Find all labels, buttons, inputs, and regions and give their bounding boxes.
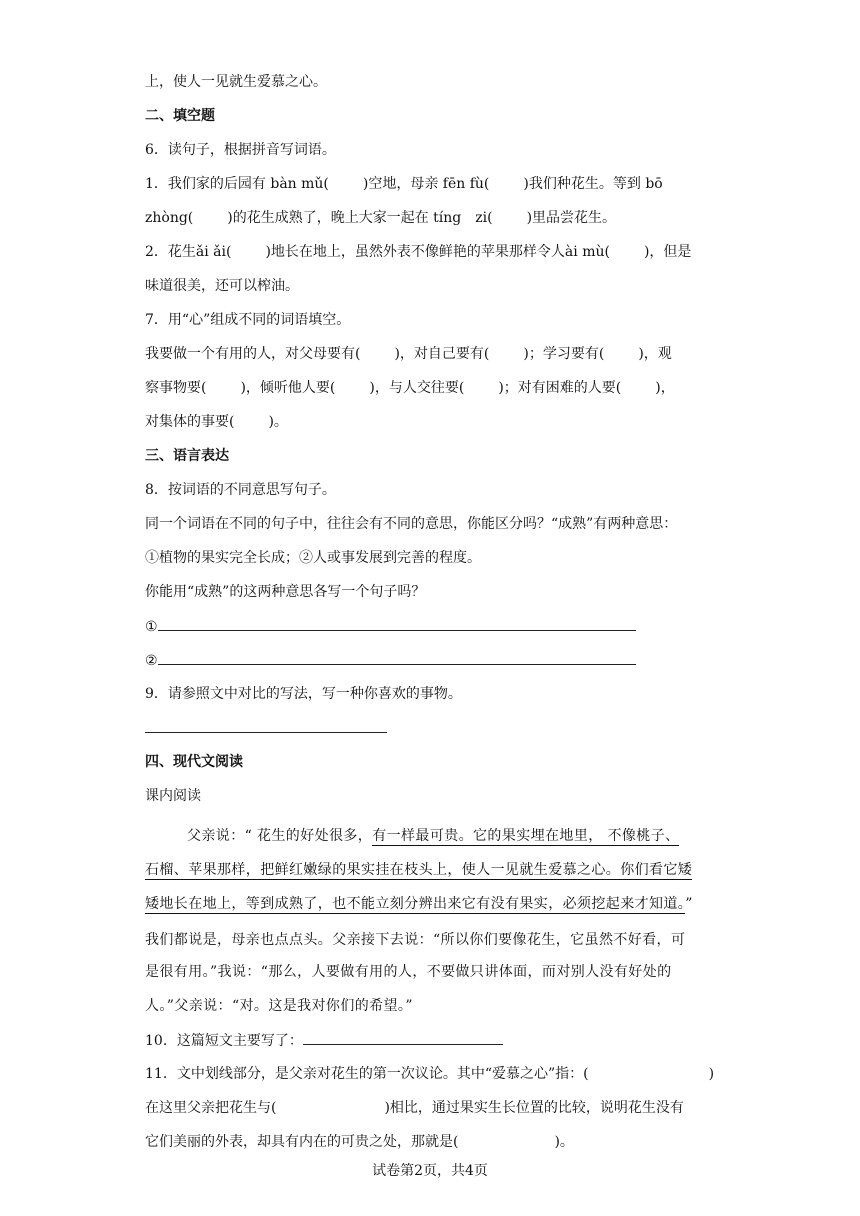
- question-11-line-2: [145, 1098, 720, 1118]
- text: )我们种花生。等到 bō: [523, 176, 663, 192]
- text: 是很有用。”我说：“那么，人要做有用的人，不要做只讲体面，而对别人没有好处的: [145, 964, 672, 980]
- underlined-text: 石榴、苹果那样，把鲜红嫩绿的果实挂在枝头上，使人一见就生爱慕之心。你们看它矮: [145, 862, 693, 878]
- heading-text: 四、现代文阅读: [145, 754, 243, 770]
- question-9-answer: [145, 718, 720, 739]
- question-7: [145, 310, 720, 330]
- text: 11．文中划线部分，是父亲对花生的第一次议论。其中“爱慕之心”指：(: [145, 1066, 589, 1082]
- text: )，但是: [643, 244, 692, 260]
- text: zhòng(: [145, 210, 194, 226]
- answer-line[interactable]: [303, 1030, 503, 1045]
- question-8-desc-3: [145, 582, 720, 602]
- text: )。: [268, 414, 288, 430]
- passage-line-1: [145, 826, 759, 846]
- text: )，对自己要有(: [394, 346, 490, 362]
- question-6-item-2-cont: [145, 276, 720, 296]
- subheading: [145, 786, 720, 806]
- text: 课内阅读: [145, 788, 201, 804]
- text: 上，使人一见就生爱慕之心。: [145, 74, 327, 90]
- answer-line[interactable]: [145, 718, 387, 733]
- underlined-text: 矮地长在地上，等到成熟了，也不能立刻分辨出来它有没有果实，必须挖起来才知道。: [145, 896, 686, 912]
- question-text: 10．这篇短文主要写了：: [145, 1033, 303, 1049]
- text: 父亲说：“ 花生的好处很多，: [187, 828, 373, 844]
- question-6-item-1-cont: [145, 208, 720, 228]
- question-6-item-1: [145, 174, 720, 194]
- text: ”: [685, 896, 693, 912]
- passage-line-4: [145, 930, 717, 950]
- text: )里品尝花生。: [526, 210, 617, 226]
- text: 你能用“成熟”的这两种意思各写一个句子吗？: [145, 584, 426, 600]
- question-8-desc-1: [145, 514, 720, 534]
- text: 察事物要(: [145, 380, 207, 396]
- heading-text: 三、语言表达: [145, 448, 229, 464]
- text-line: [145, 72, 720, 92]
- answer-line[interactable]: [158, 650, 636, 665]
- text: ①植物的果实完全长成；②人或事发展到完善的程度。: [145, 550, 481, 566]
- question-text: 8．按词语的不同意思写句子。: [145, 482, 336, 498]
- text: )地长在地上，虽然外表不像鲜艳的苹果那样令人ài mù(: [265, 244, 610, 260]
- text: ②: [145, 653, 158, 669]
- text: )，观: [638, 346, 672, 362]
- text: )相比，通过果实生长位置的比较，说明花生没有: [384, 1100, 684, 1116]
- text: )，与人交往要(: [369, 380, 465, 396]
- text: )；对有困难的人要(: [498, 380, 622, 396]
- text: )空地，母亲 fēn fù(: [362, 176, 490, 192]
- section-heading-fill-blank: [145, 106, 720, 126]
- question-6-item-2: [145, 242, 720, 262]
- text: )的花生成熟了，晚上大家一起在 tíng zi(: [227, 210, 493, 226]
- text: )。: [554, 1134, 574, 1150]
- heading-text: 二、填空题: [145, 108, 215, 124]
- text: 对集体的事要(: [145, 414, 235, 430]
- question-8-answer-2: [145, 650, 720, 671]
- passage-line-6: [145, 996, 717, 1016]
- question-text: 9．请参照文中对比的写法，写一种你喜欢的事物。: [145, 686, 462, 702]
- question-10: [145, 1030, 720, 1051]
- section-heading-reading: [145, 752, 720, 772]
- underlined-text: 有一样最可贵。它的果实埋在地里， 不像桃子、: [372, 828, 680, 844]
- text: 我们都说是，母亲也点点头。父亲接下去说：“所以你们要像花生，它虽然不好看，可: [145, 932, 686, 948]
- text: 味道很美，还可以榨油。: [145, 278, 299, 294]
- text: 我要做一个有用的人，对父母要有(: [145, 346, 361, 362]
- text: ): [708, 1066, 715, 1082]
- text: 1．我们家的后园有 bàn mǔ(: [145, 176, 329, 192]
- question-8-desc-2: [145, 548, 720, 568]
- text: 它们美丽的外表，却具有内在的可贵之处，那就是(: [145, 1134, 459, 1150]
- question-7-line-2: [145, 378, 720, 398]
- answer-line[interactable]: [158, 616, 636, 631]
- text: )，: [655, 380, 675, 396]
- passage-line-2: [145, 860, 717, 880]
- question-11-line-1: [145, 1064, 720, 1084]
- text: 同一个词语在不同的句子中，往往会有不同的意思，你能区分吗？“成熟”有两种意思：: [145, 516, 678, 532]
- question-9: [145, 684, 720, 704]
- text: 人。”父亲说：“对。这是我对你们的希望。”: [145, 998, 413, 1014]
- question-6: [145, 140, 720, 160]
- passage-line-5: [145, 962, 717, 982]
- question-7-line-3: [145, 412, 720, 432]
- page-footer: 试卷第2页，共4页: [372, 1163, 488, 1179]
- text: )；学习要有(: [523, 346, 605, 362]
- question-7-line-1: [145, 344, 720, 364]
- text: )，倾听他人要(: [240, 380, 336, 396]
- text: 2．花生ǎi ǎi(: [145, 244, 232, 260]
- passage-line-3: [145, 894, 717, 914]
- question-8-answer-1: [145, 616, 720, 637]
- section-heading-language-expression: [145, 446, 720, 466]
- question-text: 6．读句子，根据拼音写词语。: [145, 142, 336, 158]
- question-text: 7．用“心”组成不同的词语填空。: [145, 312, 351, 328]
- text: 在这里父亲把花生与(: [145, 1100, 277, 1116]
- question-11-line-3: [145, 1132, 720, 1152]
- text: ①: [145, 619, 158, 635]
- question-8: [145, 480, 720, 500]
